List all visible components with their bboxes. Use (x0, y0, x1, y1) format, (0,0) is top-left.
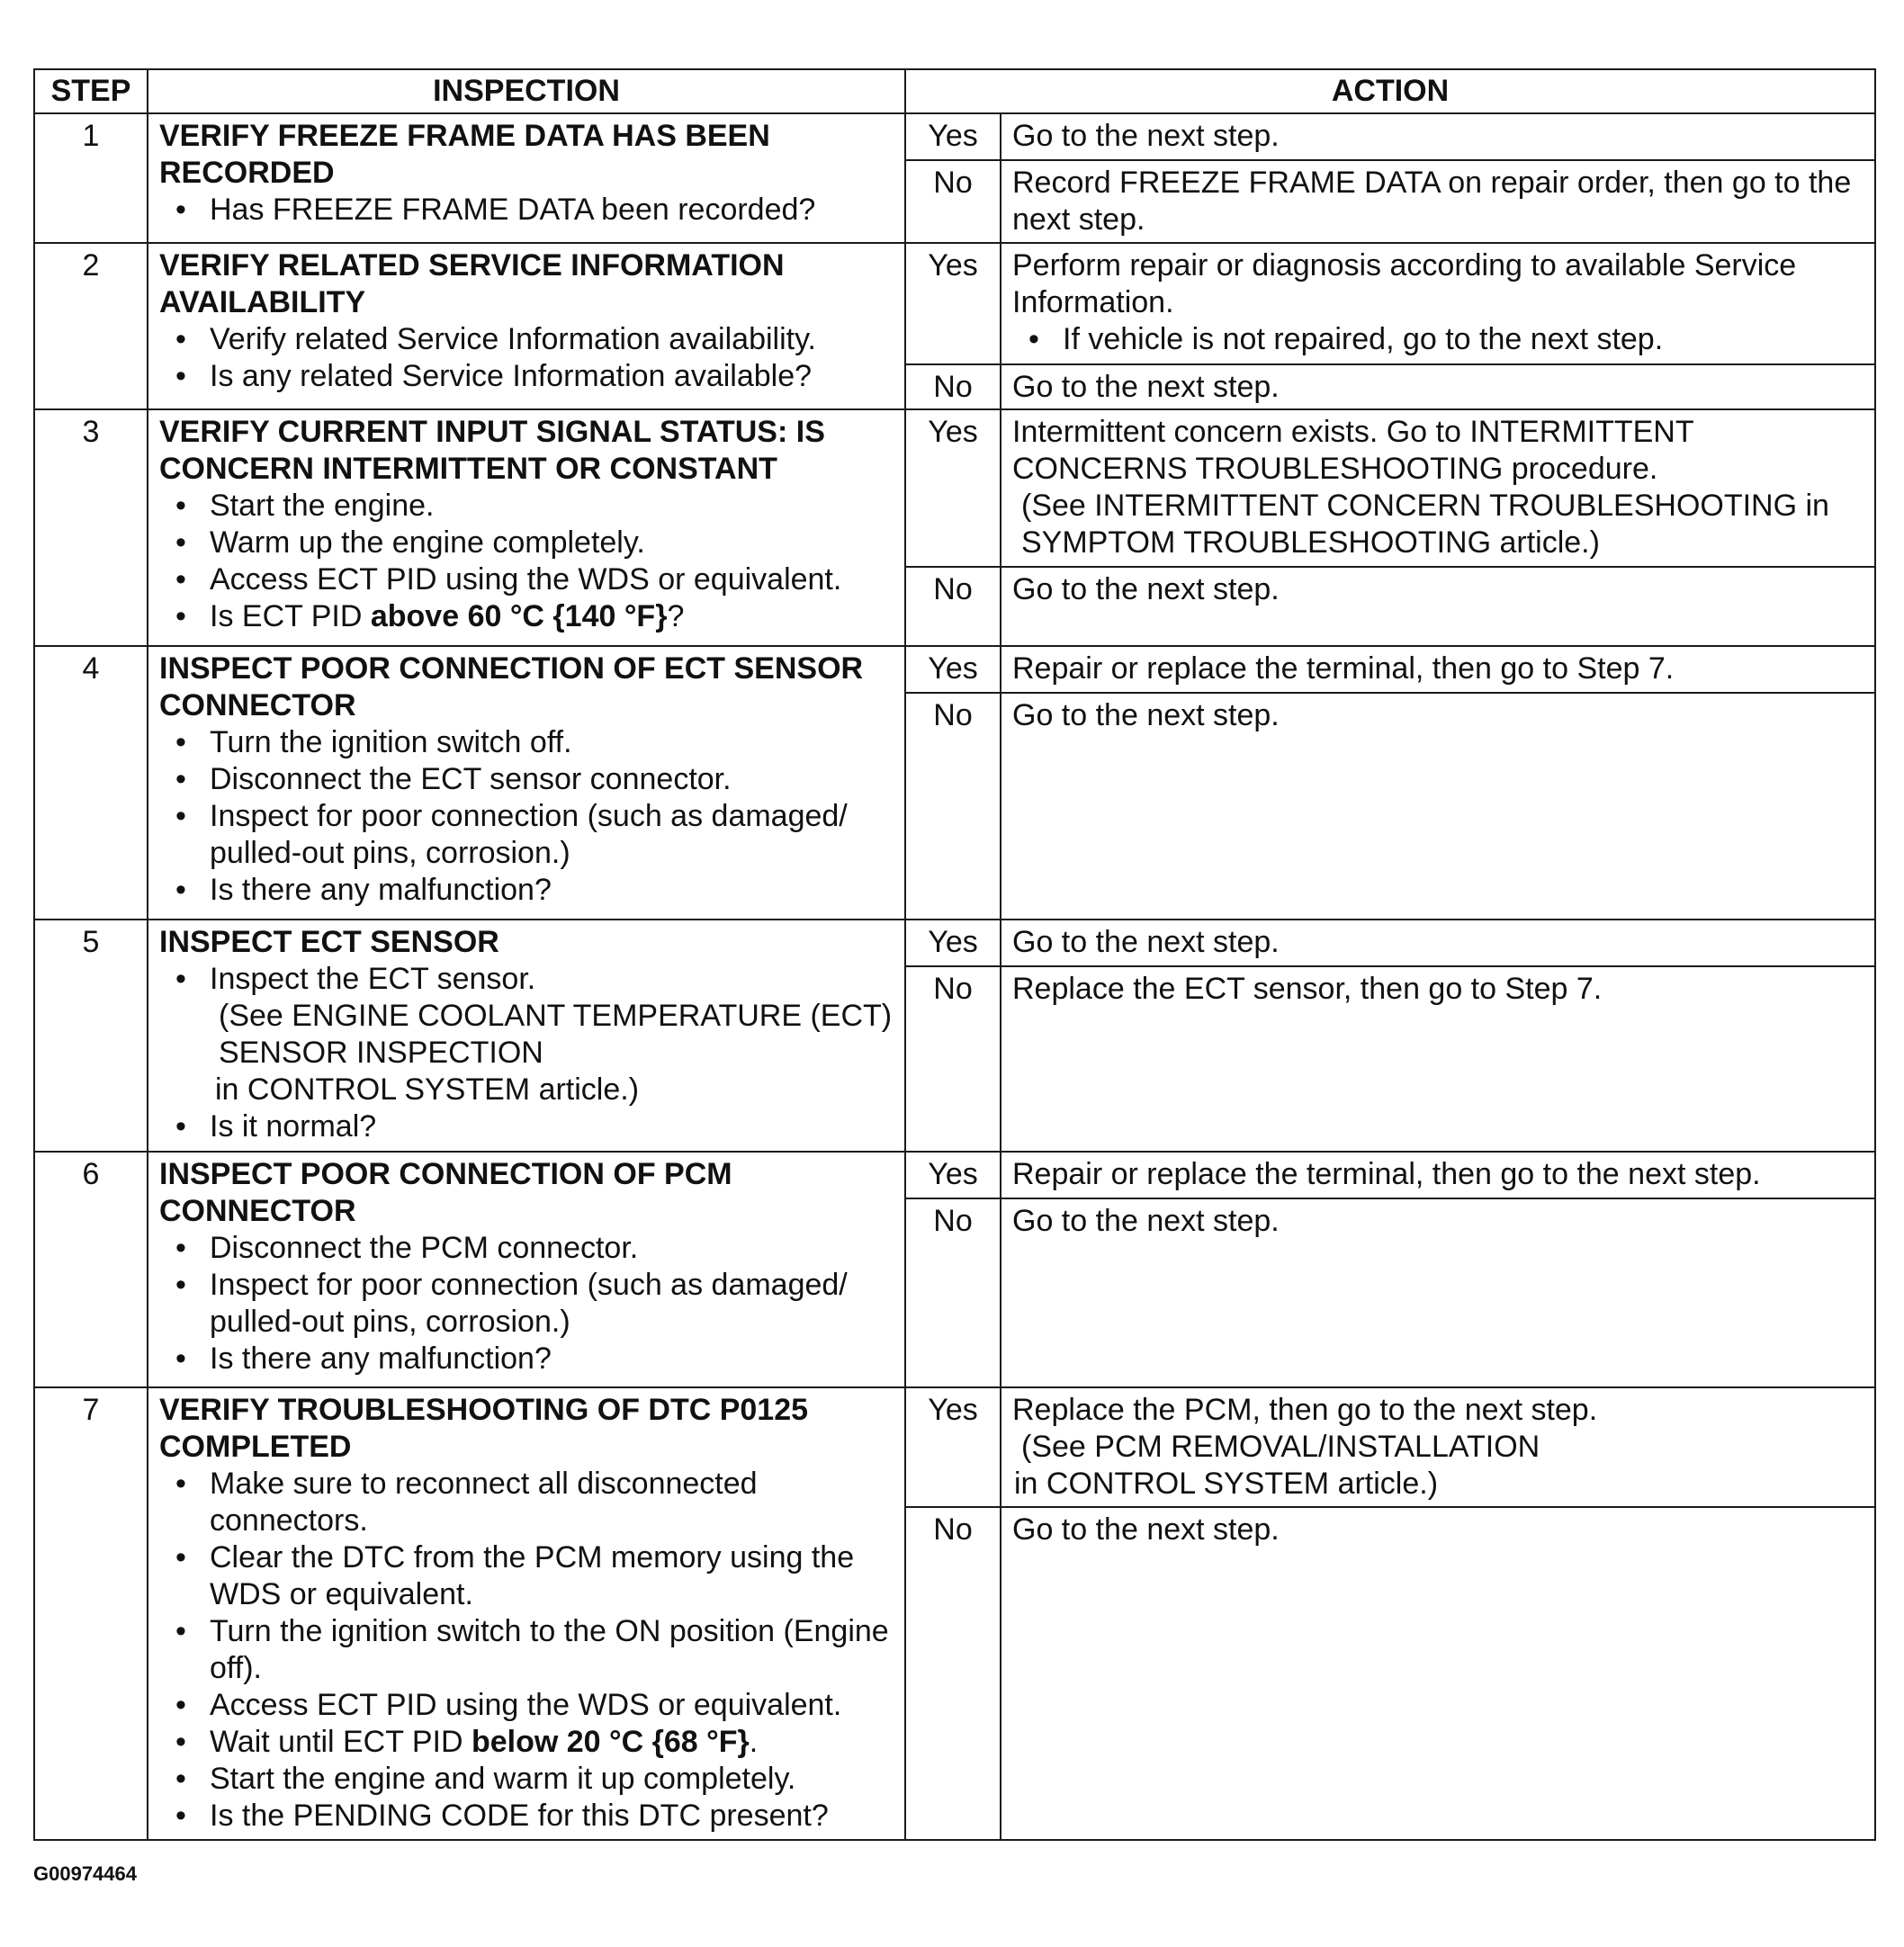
step-number: 2 (34, 243, 148, 409)
step-7-yes-row (34, 1387, 1875, 1507)
step-title: INSPECT POOR CONNECTION OF ECT SENSOR CONNECTOR (159, 651, 864, 722)
step-4-yes-row (34, 646, 1875, 693)
yes-action: Go to the next step. (1001, 920, 1875, 966)
step-number: 1 (34, 113, 148, 243)
no-label: No (905, 693, 1001, 920)
no-label: No (905, 364, 1001, 409)
header-step: STEP (34, 69, 148, 113)
yes-action (1001, 243, 1875, 364)
bullet-item: • Is there any malfunction? (159, 872, 897, 909)
bullet-item: • Disconnect the PCM connector. (159, 1230, 897, 1267)
bullet-text: Wait until ECT PID (210, 1725, 472, 1759)
action-text: Intermittent concern exists. Go to INTERMITTENT CONCERNS TROUBLESHOOTING procedure. (1012, 415, 1694, 486)
no-action: Go to the next step. (1001, 567, 1875, 646)
bullet-text: ? (667, 599, 685, 633)
yes-label: Yes (905, 1387, 1001, 1507)
bullet-text: Inspect the ECT sensor. (210, 962, 536, 996)
yes-label: Yes (905, 920, 1001, 966)
no-label: No (905, 567, 1001, 646)
bullet-item: • Clear the DTC from the PCM memory using the WDS or equivalent. (159, 1539, 897, 1613)
bullet-item: • Verify related Service Information availability. (159, 321, 897, 358)
yes-action: Repair or replace the terminal, then go to the next step. (1001, 1152, 1875, 1198)
bullet-text: Is ECT PID (210, 599, 371, 633)
step-number: 7 (34, 1387, 148, 1840)
no-action: Go to the next step. (1001, 693, 1875, 920)
bullet-item: • Is any related Service Information available? (159, 358, 897, 395)
no-action: Record FREEZE FRAME DATA on repair order, then go to the next step. (1001, 160, 1875, 243)
step-number: 4 (34, 646, 148, 920)
bullet-list (159, 1230, 897, 1377)
step-6-yes-row (34, 1152, 1875, 1198)
bullet-emphasis: above 60 °C {140 °F} (370, 599, 668, 633)
bullet-list (159, 961, 897, 1145)
bullet-emphasis: below 20 °C {68 °F} (471, 1725, 750, 1759)
step-5-inspection (148, 920, 905, 1152)
no-label: No (905, 966, 1001, 1152)
yes-action (1001, 1387, 1875, 1507)
figure-id: G00974464 (33, 1862, 137, 1885)
header-inspection: INSPECTION (148, 69, 905, 113)
step-number: 5 (34, 920, 148, 1152)
bullet-list (159, 724, 897, 909)
step-7-inspection (148, 1387, 905, 1840)
step-6-inspection (148, 1152, 905, 1387)
bullet-item: • Is there any malfunction? (159, 1341, 897, 1377)
bullet-item: • Is it normal? (159, 1108, 897, 1145)
bullet-list (159, 321, 897, 395)
yes-action (1001, 409, 1875, 567)
step-2-yes-row (34, 243, 1875, 364)
step-1-yes-row (34, 113, 1875, 160)
bullet-item: • Turn the ignition switch to the ON position (Engine off). (159, 1613, 897, 1687)
bullet-item: • Is the PENDING CODE for this DTC present? (159, 1798, 897, 1835)
bullet-item (159, 961, 897, 1108)
header-action: ACTION (905, 69, 1875, 113)
step-number: 3 (34, 409, 148, 646)
step-title: INSPECT ECT SENSOR (159, 925, 499, 959)
bullet-item: • Warm up the engine completely. (159, 525, 897, 561)
yes-label: Yes (905, 646, 1001, 693)
bullet-reference: in CONTROL SYSTEM article.) (215, 1072, 640, 1107)
step-title: VERIFY RELATED SERVICE INFORMATION AVAILABILITY (159, 248, 785, 319)
no-action: Go to the next step. (1001, 1507, 1875, 1840)
no-label: No (905, 1198, 1001, 1387)
yes-label: Yes (905, 243, 1001, 364)
no-action: Go to the next step. (1001, 1198, 1875, 1387)
step-title: VERIFY TROUBLESHOOTING OF DTC P0125 COMPLETED (159, 1393, 809, 1464)
yes-action: Go to the next step. (1001, 113, 1875, 160)
action-text: Perform repair or diagnosis according to available Service Information. (1012, 248, 1797, 319)
no-action: Replace the ECT sensor, then go to Step 7. (1001, 966, 1875, 1152)
bullet-list (159, 1466, 897, 1835)
step-1-inspection (148, 113, 905, 243)
step-3-inspection (148, 409, 905, 646)
step-4-inspection (148, 646, 905, 920)
bullet-reference: (See ENGINE COOLANT TEMPERATURE (ECT) SENSOR INSPECTION (219, 999, 893, 1070)
no-action: Go to the next step. (1001, 364, 1875, 409)
action-bullet-list (1012, 321, 1867, 358)
step-title: VERIFY CURRENT INPUT SIGNAL STATUS: IS CONCERN INTERMITTENT OR CONSTANT (159, 415, 825, 486)
bullet-item: • Start the engine. (159, 488, 897, 525)
action-reference: in CONTROL SYSTEM article.) (1014, 1467, 1439, 1501)
no-label: No (905, 160, 1001, 243)
step-5-yes-row (34, 920, 1875, 966)
bullet-item (159, 598, 897, 635)
bullet-item: • Has FREEZE FRAME DATA been recorded? (159, 192, 897, 229)
step-3-yes-row (34, 409, 1875, 567)
bullet-item: • Make sure to reconnect all disconnected connectors. (159, 1466, 897, 1539)
bullet-item (159, 1724, 897, 1761)
bullet-list (159, 192, 897, 229)
step-title: INSPECT POOR CONNECTION OF PCM CONNECTOR (159, 1157, 732, 1228)
step-title: VERIFY FREEZE FRAME DATA HAS BEEN RECORDED (159, 119, 770, 190)
diagnostic-table (33, 68, 1876, 1841)
yes-label: Yes (905, 113, 1001, 160)
bullet-list (159, 488, 897, 635)
bullet-item: • Disconnect the ECT sensor connector. (159, 761, 897, 798)
yes-label: Yes (905, 409, 1001, 567)
action-text: Replace the PCM, then go to the next step. (1012, 1393, 1598, 1427)
step-2-inspection (148, 243, 905, 409)
bullet-item: • Access ECT PID using the WDS or equivalent. (159, 1687, 897, 1724)
bullet-item: • Start the engine and warm it up completely. (159, 1761, 897, 1798)
action-reference: (See INTERMITTENT CONCERN TROUBLESHOOTING in SYMPTOM TROUBLESHOOTING article.) (1021, 489, 1829, 560)
no-label: No (905, 1507, 1001, 1840)
bullet-item: • Turn the ignition switch off. (159, 724, 897, 761)
action-reference: (See PCM REMOVAL/INSTALLATION (1021, 1430, 1540, 1464)
header-row (34, 69, 1875, 113)
bullet-item: • Inspect for poor connection (such as damaged/ pulled-out pins, corrosion.) (159, 798, 897, 872)
bullet-item: • Inspect for poor connection (such as damaged/ pulled-out pins, corrosion.) (159, 1267, 897, 1341)
bullet-item: • Access ECT PID using the WDS or equivalent. (159, 561, 897, 598)
yes-label: Yes (905, 1152, 1001, 1198)
action-bullet-item: • If vehicle is not repaired, go to the next step. (1012, 321, 1867, 358)
yes-action: Repair or replace the terminal, then go to Step 7. (1001, 646, 1875, 693)
step-number: 6 (34, 1152, 148, 1387)
bullet-text: . (749, 1725, 759, 1759)
